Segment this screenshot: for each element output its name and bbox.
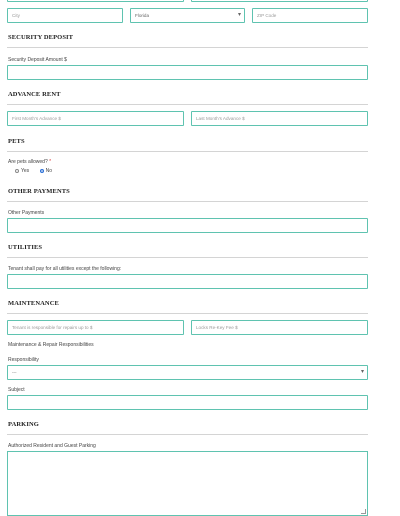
security-deposit-label: Security Deposit Amount $ [8, 57, 67, 63]
rekey-fee-placeholder: Locks Re-Key Fee $ [196, 325, 238, 330]
security-deposit-input[interactable] [7, 65, 368, 80]
parking-label: Authorized Resident and Guest Parking [8, 443, 96, 449]
section-title-pets: PETS [8, 138, 25, 145]
last-month-advance-input[interactable] [191, 111, 368, 126]
section-divider [7, 47, 368, 48]
section-divider [7, 257, 368, 258]
section-title-parking: PARKING [8, 421, 39, 428]
chevron-down-icon: ▾ [237, 12, 241, 18]
responsibility-value: --- [12, 370, 17, 375]
section-title-security-deposit: SECURITY DEPOSIT [8, 34, 74, 41]
subject-input[interactable] [7, 395, 368, 410]
city-placeholder: City [12, 13, 20, 18]
utilities-input[interactable] [7, 274, 368, 289]
pets-question-text: Are pets allowed? [8, 159, 48, 165]
section-title-advance-rent: ADVANCE RENT [8, 91, 61, 98]
section-divider [7, 151, 368, 152]
chevron-down-icon: ▾ [360, 369, 364, 375]
first-month-advance-input[interactable] [7, 111, 184, 126]
parking-textarea[interactable] [7, 451, 368, 516]
section-divider [7, 434, 368, 435]
section-divider [7, 313, 368, 314]
radio-yes[interactable] [15, 169, 19, 173]
responsibility-label: Responsibility [8, 357, 39, 363]
other-payments-input[interactable] [7, 218, 368, 233]
rekey-fee-input[interactable] [191, 320, 368, 335]
city-field[interactable] [7, 8, 123, 23]
zip-placeholder: ZIP Code [257, 13, 277, 18]
radio-no-label: No [45, 168, 53, 174]
street-field-partial[interactable] [7, 0, 184, 2]
repairs-limit-input[interactable] [7, 320, 184, 335]
first-month-advance-placeholder: First Month's Advance $ [12, 116, 61, 121]
utilities-label: Tenant shall pay for all utilities except the following: [8, 266, 122, 272]
state-value: Florida [135, 13, 150, 18]
section-title-other-payments: OTHER PAYMENTS [8, 188, 70, 195]
resize-handle-icon[interactable] [361, 509, 366, 514]
pets-radio-group [15, 167, 58, 175]
zip-field[interactable] [252, 8, 368, 23]
section-title-maintenance: MAINTENANCE [8, 300, 59, 307]
pets-question [8, 159, 51, 165]
last-month-advance-placeholder: Last Month's Advance $ [196, 116, 245, 121]
radio-no[interactable] [40, 169, 44, 173]
section-title-utilities: UTILITIES [8, 244, 43, 251]
other-payments-label: Other Payments [8, 210, 45, 216]
address-line2-field-partial[interactable] [191, 0, 368, 2]
responsibilities-heading: Maintenance & Repair Responsibilities [8, 342, 94, 348]
state-select[interactable] [130, 8, 245, 23]
radio-yes-label: Yes [21, 168, 30, 174]
section-divider [7, 104, 368, 105]
required-mark: * [49, 159, 52, 165]
responsibility-select[interactable] [7, 365, 368, 380]
section-divider [7, 201, 368, 202]
repairs-limit-placeholder: Tenant is responsible for repairs up to $ [12, 325, 93, 330]
subject-label: Subject [8, 387, 25, 393]
